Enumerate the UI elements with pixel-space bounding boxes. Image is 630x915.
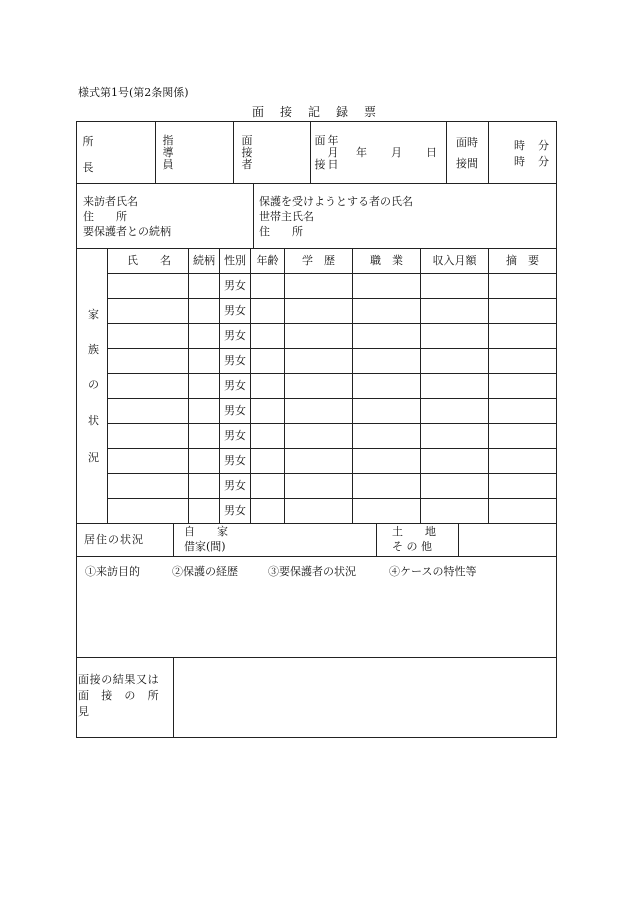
director-label: 所 長 xyxy=(82,135,94,174)
result-label-line1: 面接の結果又は xyxy=(78,673,160,686)
hour-label-2: 時 xyxy=(514,155,525,168)
own-house-label: 自 家 xyxy=(184,525,228,538)
col-header-relation: 続柄 xyxy=(193,254,215,267)
other-label: そ の 他 xyxy=(392,540,432,553)
sex-option[interactable]: 男女 xyxy=(224,404,246,417)
case-characteristics-label: ④ケースの特性等 xyxy=(389,565,477,578)
result-text-area[interactable] xyxy=(176,660,552,734)
month-label: 月 xyxy=(391,146,402,159)
household-head-label: 世帯主氏名 xyxy=(259,210,314,223)
visitor-name-label: 来訪者氏名 xyxy=(83,195,138,208)
protected-status-label: ③要保護者の状況 xyxy=(268,565,356,578)
residence-other-field[interactable] xyxy=(460,525,554,554)
interviewer-label: 面 接 者 xyxy=(241,134,253,171)
sex-option[interactable]: 男女 xyxy=(224,504,246,517)
hour-label-1: 時 xyxy=(514,139,525,152)
visitor-address-label: 住 所 xyxy=(83,210,127,223)
protected-address-label: 住 所 xyxy=(259,225,303,238)
col-header-occupation: 職 業 xyxy=(370,254,403,267)
family-side-label-1: 家 xyxy=(88,308,99,321)
col-header-education: 学 歴 xyxy=(302,254,335,267)
sex-option[interactable]: 男女 xyxy=(224,329,246,342)
advisor-seal-field[interactable] xyxy=(176,124,231,180)
form-title: 面 接 記 録 票 xyxy=(251,105,378,119)
family-side-label-3: の xyxy=(88,378,99,391)
col-header-income: 収入月額 xyxy=(432,254,477,267)
time-label-2: 接間 xyxy=(456,157,478,170)
col-header-age: 年齢 xyxy=(256,254,279,267)
day-label: 日 xyxy=(426,146,437,159)
year-label: 年 xyxy=(356,146,367,159)
interview-date-label-b: 年 月 日 xyxy=(327,134,339,171)
protection-history-label: ②保護の経歴 xyxy=(172,565,238,578)
minute-label-2: 分 xyxy=(538,155,549,168)
sex-option[interactable]: 男女 xyxy=(224,354,246,367)
visit-purpose-label: ①来訪目的 xyxy=(85,565,140,578)
sex-option[interactable]: 男女 xyxy=(224,479,246,492)
sex-option[interactable]: 男女 xyxy=(224,279,246,292)
rented-house-label: 借家(間) xyxy=(184,540,226,553)
sex-option[interactable]: 男女 xyxy=(224,454,246,467)
protected-person-name-label: 保護を受けようとする者の氏名 xyxy=(259,195,413,208)
details-text-area[interactable] xyxy=(80,582,552,654)
col-header-sex: 性別 xyxy=(224,254,246,267)
advisor-label: 指 導 員 xyxy=(162,134,174,171)
relation-label: 要保護者との続柄 xyxy=(83,225,171,238)
land-label: 土 地 xyxy=(392,525,436,538)
col-header-remarks: 摘 要 xyxy=(506,254,539,267)
interview-date-label-a: 面 接 xyxy=(314,134,326,171)
family-side-label-2: 族 xyxy=(88,343,99,356)
family-side-label-5: 況 xyxy=(88,451,99,464)
result-label-line3: 見 xyxy=(78,705,89,718)
sex-option[interactable]: 男女 xyxy=(224,429,246,442)
result-label-line2: 面 接 の 所 xyxy=(78,689,160,702)
family-side-label-4: 状 xyxy=(88,414,99,427)
residence-label: 居住の状況 xyxy=(84,533,144,546)
director-seal-field[interactable] xyxy=(95,124,153,180)
sex-option[interactable]: 男女 xyxy=(224,304,246,317)
sex-option[interactable]: 男女 xyxy=(224,379,246,392)
interviewer-seal-field[interactable] xyxy=(255,124,308,180)
minute-label-1: 分 xyxy=(538,139,549,152)
col-header-name: 氏 名 xyxy=(127,254,171,267)
form-number: 様式第1号(第2条関係) xyxy=(78,86,189,99)
time-label-1: 面時 xyxy=(456,136,478,149)
